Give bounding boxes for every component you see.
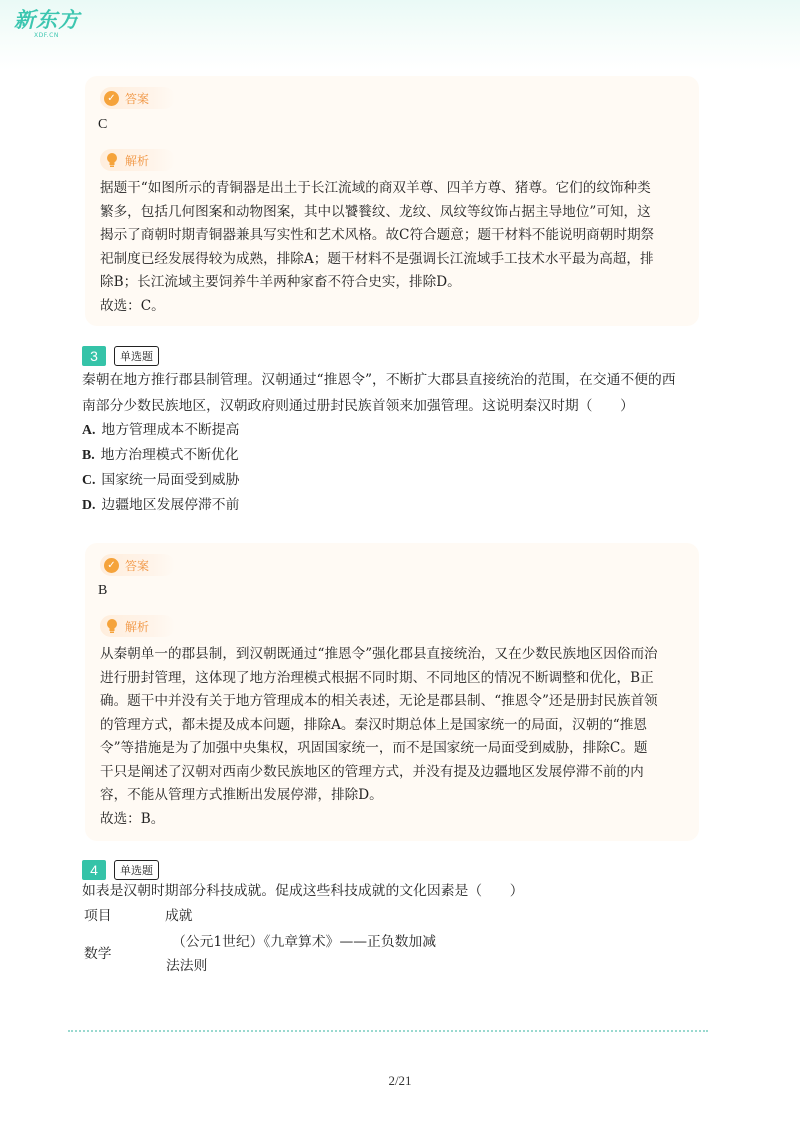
stem-line: 南部分少数民族地区，汉朝政府则通过册封民族首领来加强管理。这说明秦汉时期（ ） <box>82 398 634 414</box>
analysis-line: 祀制度已经发展得较为成熟，排除A；题干材料不是强调长江流域手工技术水平最为高超，排 <box>100 250 654 267</box>
option-letter: D. <box>82 497 96 512</box>
option-text: 边疆地区发展停滞不前 <box>101 497 240 513</box>
check-circle-icon: ✓ <box>104 558 119 573</box>
question-stem-q3 <box>82 367 702 419</box>
analysis-tag-q3: 解析 <box>100 615 175 637</box>
answer-value-q2: C <box>98 117 108 132</box>
option-letter: C. <box>82 472 96 487</box>
option-text: 地方管理成本不断提高 <box>101 422 240 438</box>
analysis-line: 揭示了商朝时期青铜器兼具写实性和艺术风格。故C符合题意；题干材料不能说明商朝时期祭 <box>100 227 655 243</box>
analysis-line: 令”等措施是为了加强中央集权，巩固国家统一，而不是国家统一局面受到威胁，排除C。题 <box>100 740 648 756</box>
table-cell-achievement: （公元1世纪）《九章算术》——正负数加减 法法则 <box>166 934 437 974</box>
table-header-item: 项目 <box>84 908 112 924</box>
analysis-line: 容，不能从管理方式推断出发展停滞，排除D。 <box>100 787 383 803</box>
analysis-line: 的管理方式，都未提及成本问题，排除A。秦汉时期总体上是国家统一的局面，汉朝的“推恩 <box>100 716 647 733</box>
analysis-line: 除B；长江流域主要饲养牛羊两种家畜不符合史实，排除D。 <box>100 274 461 290</box>
question-type-badge: 单选题 <box>114 346 159 366</box>
analysis-line: 据题干“如图所示的青铜器是出土于长江流域的商双羊尊、四羊方尊、猪尊。它们的纹饰种类 <box>100 180 651 196</box>
question-header-q3 <box>82 346 159 366</box>
lightbulb-icon <box>104 619 119 634</box>
page-number: 2/21 <box>388 1073 412 1088</box>
analysis-line: 干只是阐述了汉朝对西南少数民族地区的管理方式，并没有提及边疆地区发展停滞不前的内 <box>100 763 644 780</box>
question-header-q4 <box>82 860 159 880</box>
analysis-text-q2 <box>100 177 690 318</box>
option-a[interactable] <box>82 418 239 438</box>
logo-text: 新东方 <box>14 8 80 32</box>
question-stem-q4: 如表是汉朝时期部分科技成就。促成这些科技成就的文化因素是（ ） <box>82 883 524 899</box>
stem-line: 秦朝在地方推行郡县制管理。汉朝通过“推恩令”，不断扩大郡县直接统治的范围，在交通不便的西 <box>82 372 676 388</box>
option-letter: A. <box>82 422 96 437</box>
conclusion: 故选：B。 <box>100 810 165 827</box>
answer-value-q3: B <box>98 583 108 598</box>
option-c[interactable] <box>82 468 239 488</box>
header-bar <box>0 0 800 70</box>
analysis-line: 进行册封管理，这体现了地方治理模式根据不同时期、不同地区的情况不断调整和优化，B正 <box>100 669 654 686</box>
question-type-badge: 单选题 <box>114 860 159 880</box>
conclusion: 故选：C。 <box>100 297 165 314</box>
option-d[interactable] <box>82 493 239 513</box>
footer-divider <box>68 1030 708 1032</box>
analysis-line: 繁多，包括几何图案和动物图案，其中以饕餮纹、龙纹、凤纹等纹饰占据主导地位”可知，这 <box>100 203 651 220</box>
option-letter: B. <box>82 447 95 462</box>
table-header-achievement: 成就 <box>165 908 193 924</box>
analysis-line: 确。题干中并没有关于地方管理成本的相关表述，无论是郡县制、“推恩令”还是册封民族首领 <box>100 693 658 709</box>
analysis-tag-q2: 解析 <box>100 149 175 171</box>
option-text: 国家统一局面受到威胁 <box>101 472 240 488</box>
answer-tag-q3: ✓ 答案 <box>100 554 175 576</box>
analysis-line: 从秦朝单一的郡县制，到汉朝既通过“推恩令”强化郡县直接统治，又在少数民族地区因俗而治 <box>100 646 658 662</box>
xdf-logo <box>14 8 84 48</box>
logo-sub: XDF.CN <box>34 32 59 39</box>
question-number: 4 <box>82 860 106 880</box>
option-b[interactable] <box>82 443 239 463</box>
answer-tag-q2: ✓ 答案 <box>100 87 175 109</box>
lightbulb-icon <box>104 153 119 168</box>
table-cell-item: 数学 <box>84 946 112 962</box>
check-circle-icon: ✓ <box>104 91 119 106</box>
question-number: 3 <box>82 346 106 366</box>
option-text: 地方治理模式不断优化 <box>100 447 239 463</box>
analysis-text-q3 <box>100 643 690 831</box>
